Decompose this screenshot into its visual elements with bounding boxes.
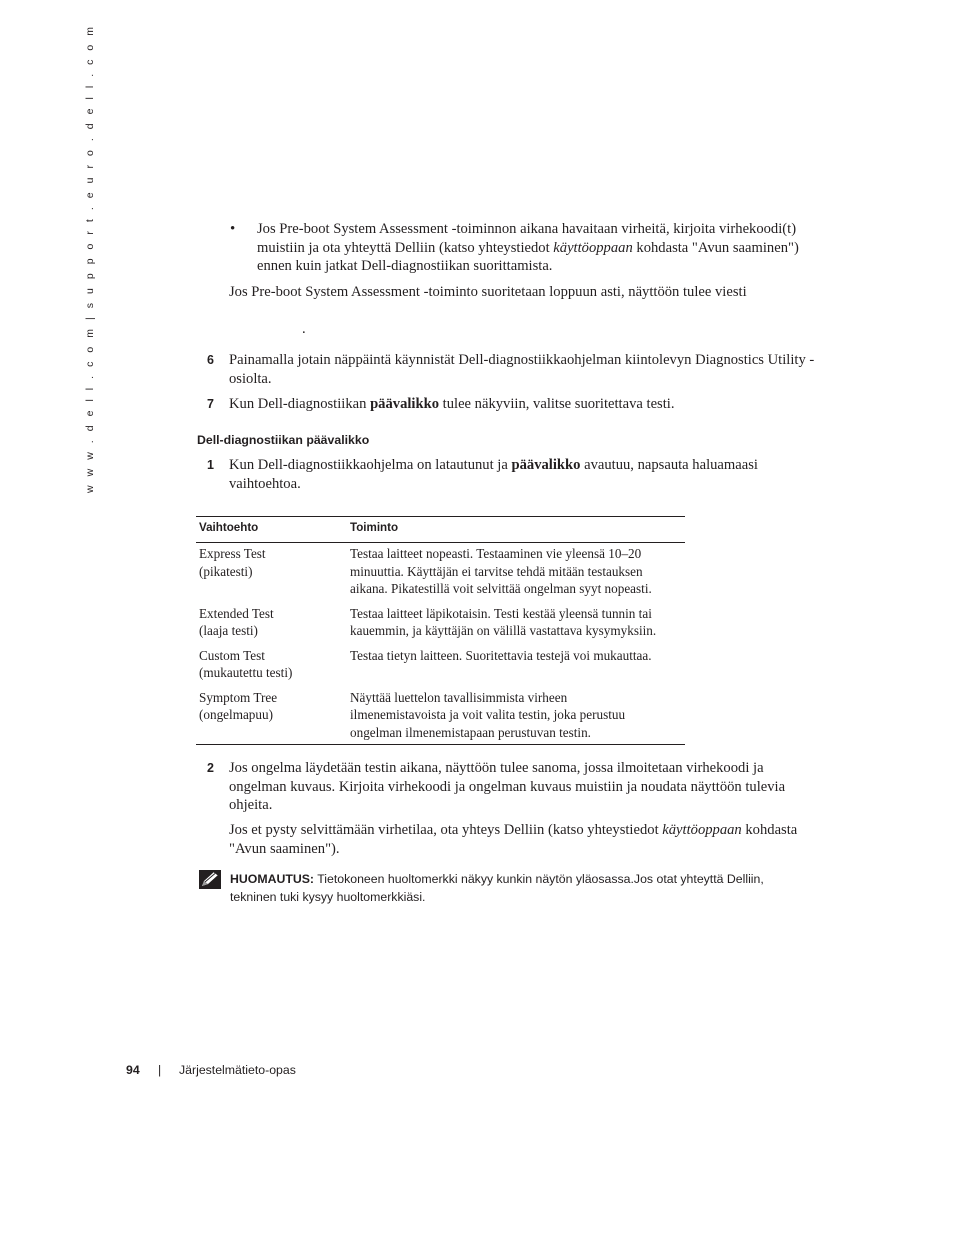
option-name: Extended Test xyxy=(199,605,274,621)
option-subname: (mukautettu testi) xyxy=(199,665,293,680)
bullet-text-part1: Jos Pre-boot System Assessment -toiminnon aikana havaitaan virheitä, kirjoita virhekoodi(t) muistiin ja ota yhteyttä Delliin (katso yhteystiedot xyxy=(257,221,797,256)
note-pencil-icon xyxy=(199,870,221,889)
option-cell xyxy=(196,605,347,647)
table-row xyxy=(196,605,685,647)
function-cell xyxy=(347,605,685,647)
function-line: Testaa laitteet läpikotaisin. Testi kestää yleensä tunnin tai xyxy=(350,605,652,621)
contact-part2: kohdasta "Avun saaminen"). xyxy=(229,822,798,857)
option-name: Symptom Tree xyxy=(199,689,278,705)
step-7-part1: Kun Dell-diagnostiikan xyxy=(229,396,371,412)
table-row xyxy=(196,689,685,745)
bullet-paragraph xyxy=(257,220,817,276)
function-line: Testaa tietyn laitteen. Suoritettavia testejä voi mukauttaa. xyxy=(350,647,652,663)
option-subname: (pikatesti) xyxy=(199,563,253,579)
page-number: 94 xyxy=(126,1063,140,1077)
header-vaihtoehto: Vaihtoehto xyxy=(196,517,347,543)
function-cell xyxy=(347,647,685,689)
boot-period: . xyxy=(302,321,306,337)
function-line: Testaa laitteet nopeasti. Testaaminen vie yleensä 10–20 xyxy=(350,546,642,561)
note-text xyxy=(230,871,810,906)
footer-title: Järjestelmätieto-opas xyxy=(179,1063,296,1077)
bullet-italic: käyttöoppaan xyxy=(553,239,633,256)
bullet-marker: • xyxy=(230,221,236,237)
function-line: ilmenemistavoista ja voit valita testin, joka perustuu xyxy=(350,707,626,722)
step-7-part2: tulee näkyviin, valitse suoritettava testi. xyxy=(439,396,675,412)
options-table-wrapper xyxy=(196,516,685,745)
function-line: kauemmin, ja käyttäjän on välillä vastattava kysymyksiin. xyxy=(350,623,657,638)
step-1-part1: Kun Dell-diagnostiikkaohjelma on latautunut ja xyxy=(229,457,512,473)
step-2-number: 2 xyxy=(207,761,214,775)
footer-separator: | xyxy=(158,1063,162,1077)
option-subname: (ongelmapuu) xyxy=(199,707,273,722)
section-heading: Dell-diagnostiikan päävalikko xyxy=(197,433,370,447)
function-line: aikana. Pikatestillä voit selvittää ongelman syyt nopeasti. xyxy=(350,581,652,596)
function-cell xyxy=(347,689,685,745)
contact-italic: käyttöoppaan xyxy=(662,822,742,838)
step-7-text xyxy=(229,395,819,414)
note-label: HUOMAUTUS: xyxy=(230,872,315,886)
table-row xyxy=(196,543,685,605)
step-1-bold: päävalikko xyxy=(511,457,581,473)
option-cell xyxy=(196,689,347,745)
option-cell xyxy=(196,543,347,605)
step-1-text xyxy=(229,456,819,493)
function-cell xyxy=(347,543,685,605)
step-7-number: 7 xyxy=(207,397,214,411)
options-table xyxy=(196,516,685,745)
function-line: Näyttää luettelon tavallisimmista virheen xyxy=(350,689,568,705)
table-header-row xyxy=(196,517,685,543)
contact-part1: Jos et pysty selvittämään virhetilaa, ota yhteys Delliin (katso yhteystiedot xyxy=(229,822,663,838)
sidebar-url: w w w . d e l l . c o m | s u p p o r t . e u r o . d e l l . c o m xyxy=(84,23,96,493)
step-7-bold: päävalikko xyxy=(370,396,440,412)
option-cell xyxy=(196,647,347,689)
boot-paragraph: Jos Pre-boot System Assessment -toiminto suoritetaan loppuun asti, näyttöön tulee viesti xyxy=(229,284,747,300)
step-1-number: 1 xyxy=(207,458,214,472)
contact-paragraph xyxy=(229,821,814,858)
header-toiminto: Toiminto xyxy=(347,517,685,543)
table-row xyxy=(196,647,685,689)
function-line: minuuttia. Käyttäjän ei tarvitse tehdä mitään testauksen xyxy=(350,563,643,579)
option-name: Custom Test xyxy=(199,647,265,663)
step-1-part2: avautuu, napsauta haluamaasi vaihtoehtoa. xyxy=(229,457,758,492)
function-line: ongelman ilmenemistapaan perustuvan testin. xyxy=(350,724,591,740)
step-6-text: Painamalla jotain näppäintä käynnistät Dell-diagnostiikkaohjelman kiintolevyn Diagnostics Utility -osiolta. xyxy=(229,352,815,387)
note-body: Tietokoneen huoltomerkki näkyy kunkin näytön yläosassa.Jos otat yhteyttä Delliin, tekninen tuki kysyy huoltomerkkiäsi. xyxy=(230,872,764,904)
step-6-number: 6 xyxy=(207,353,214,367)
option-subname: (laaja testi) xyxy=(199,623,258,638)
bullet-text-part2: kohdasta "Avun saaminen") ennen kuin jatkat Dell-diagnostiikan suorittamista. xyxy=(257,239,799,274)
step-2-text: Jos ongelma läydetään testin aikana, näyttöön tulee sanoma, jossa ilmoitetaan virhekoodi ja ongelman kuvaus. Kirjoita virhekoodi ja ongelman kuvaus muistiin ja noudata näyttöön tulevia ohjeita. xyxy=(229,760,786,813)
option-name: Express Test xyxy=(199,546,266,561)
